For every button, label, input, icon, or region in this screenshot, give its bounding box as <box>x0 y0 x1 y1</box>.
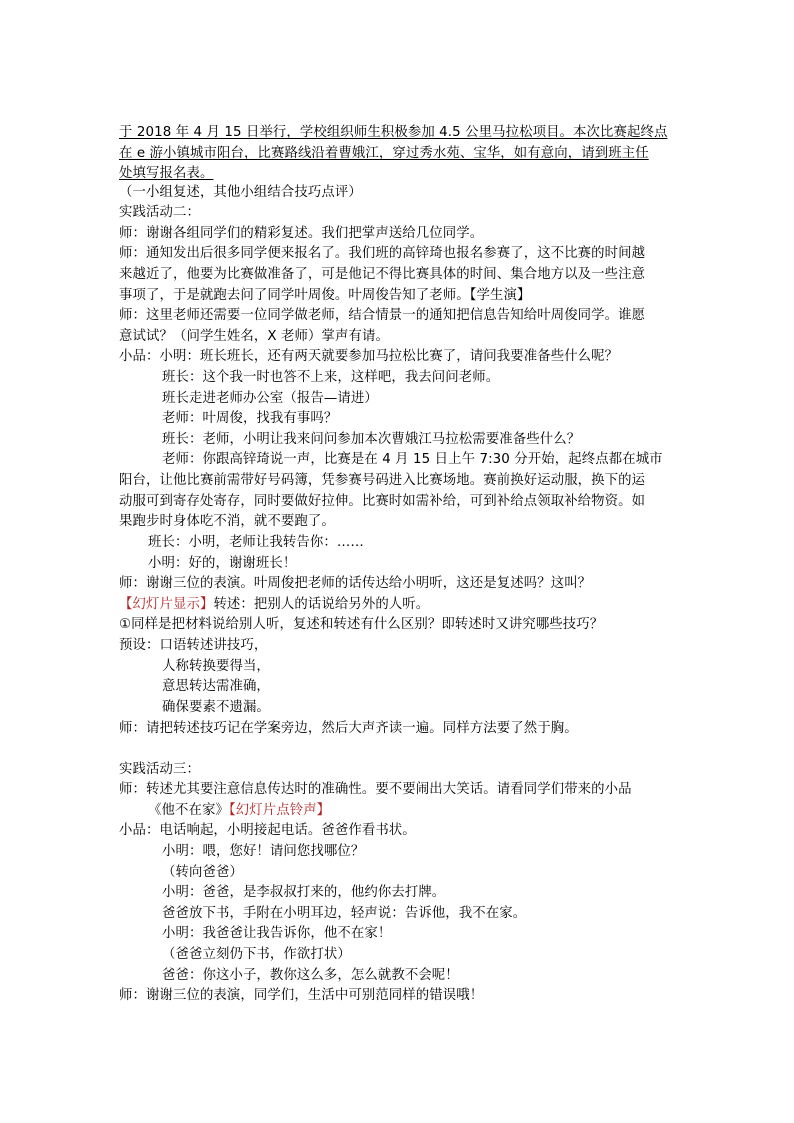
slide-line <box>148 801 330 821</box>
paragraph-line: 事项了，于是就跑去问了同学叶周俊。叶周俊告知了老师。【学生演】 <box>119 288 531 303</box>
skit-line: （转向爸爸） <box>162 865 243 880</box>
paragraph-line: ①同样是把材料说给别人听，复述和转述有什么区别？即转述时又讲究哪些技巧？ <box>119 617 604 632</box>
paragraph-line: 师：谢谢各组同学们的精彩复述。我们把掌声送给几位同学。 <box>119 226 484 241</box>
skit-line: 小品：电话响起，小明接起电话。爸爸作看书状。 <box>119 823 416 838</box>
skit-line: 动服可到寄存处寄存，同时要做好拉伸。比赛时如需补给，可到补给点领取补给物资。如 <box>119 494 646 509</box>
skit-line: 果跑步时身体吃不消，就不要跑了。 <box>119 514 335 529</box>
paragraph-line: 预设：口语转述讲技巧， <box>119 638 268 653</box>
skit-line: 爸爸放下书，手附在小明耳边，轻声说：告诉他，我不在家。 <box>162 906 527 921</box>
skit-line: 爸爸：你这小子，教你这么多，怎么就教不会呢！ <box>162 968 459 983</box>
skit-line: 班长：这个我一时也答不上来，这样吧，我去问问老师。 <box>162 370 500 385</box>
skit-line: （爸爸立刻仍下书，作欲打状） <box>162 947 351 962</box>
skit-line: 老师：叶周俊，找我有事吗？ <box>162 411 338 426</box>
paragraph-line: 人称转换要得当， <box>162 659 270 674</box>
notice-line-2: 在 e 游小镇城市阳台，比赛路线沿着曹娥江，穿过秀水苑、宝华，如有意向，请到班主任 <box>119 146 649 161</box>
slide-tag: 【幻灯片点铃声】 <box>228 803 331 818</box>
paragraph-line: 意试试？（问学生姓名，X 老师）掌声有请。 <box>119 329 389 344</box>
skit-line: 小明：我爸爸让我告诉你，他不在家！ <box>162 926 392 941</box>
slide-tag: 【幻灯片显示】 <box>119 597 214 612</box>
paragraph-line: 师：谢谢三位的表演，同学们，生活中可别范同样的错误哦！ <box>119 988 484 1003</box>
paragraph-line: 师：通知发出后很多同学便来报名了。我们班的高锌琦也报名参赛了，这不比赛的时间越 <box>119 246 646 261</box>
paragraph-line: 师：请把转述技巧记在学案旁边，然后大声齐读一遍。同样方法要了然于胸。 <box>119 721 578 736</box>
notice-line-1: 于 2018 年 4 月 15 日举行，学校组织师生积极参加 4.5 公里马拉松项目。本次比赛起终点 <box>119 125 668 140</box>
paragraph-line: 来越近了，他要为比赛做准备了，可是他记不得比赛具体的时间、集合地方以及一些注意 <box>119 267 646 282</box>
paragraph-line: 师：这里老师还需要一位同学做老师，结合情景一的通知把信息告知给叶周俊同学。谁愿 <box>119 308 646 323</box>
paragraph-line: 师：转述尤其要注意信息传达时的准确性。要不要闹出大笑话。请看同学们带来的小品 <box>119 782 632 797</box>
skit-line: 小品：小明：班长班长，还有两天就要参加马拉松比赛了，请问我要准备些什么呢？ <box>119 349 619 364</box>
slide-line <box>119 595 429 615</box>
notice-line-3: 处填写报名表。 <box>119 166 214 181</box>
paragraph-line: 师：谢谢三位的表演。叶周俊把老师的话传达给小明听，这还是复述吗？这叫？ <box>119 576 592 591</box>
slide-text: 转述：把别人的话说给另外的人听。 <box>213 597 430 612</box>
skit-title: 《他不在家》 <box>148 803 229 818</box>
skit-line: 小明：爸爸，是李叔叔打来的，他约你去打牌。 <box>162 885 446 900</box>
skit-line: 阳台，让他比赛前需带好号码簿，凭参赛号码进入比赛场地。赛前换好运动服，换下的运 <box>119 473 646 488</box>
skit-line: 老师：你跟高锌琦说一声，比赛是在 4 月 15 日上午 7:30 分开始，起终点都在城市 <box>162 452 663 467</box>
paragraph-line: （一小组复述，其他小组结合技巧点评） <box>119 185 362 200</box>
paragraph-line: 确保要素不遗漏。 <box>162 700 270 715</box>
skit-line: 班长：老师，小明让我来问问参加本次曹娥江马拉松需要准备些什么？ <box>162 432 581 447</box>
section-heading: 实践活动三： <box>119 762 200 777</box>
skit-line: 小明：好的，谢谢班长！ <box>148 556 297 571</box>
skit-line: 小明：喂，您好！请问您找哪位？ <box>162 844 365 859</box>
paragraph-line: 意思转达需准确， <box>162 679 270 694</box>
skit-line: 班长：小明，老师让我转告你：…… <box>148 535 364 550</box>
skit-line: 班长走进老师办公室（报告—请进） <box>162 391 378 406</box>
section-heading: 实践活动二： <box>119 205 200 220</box>
